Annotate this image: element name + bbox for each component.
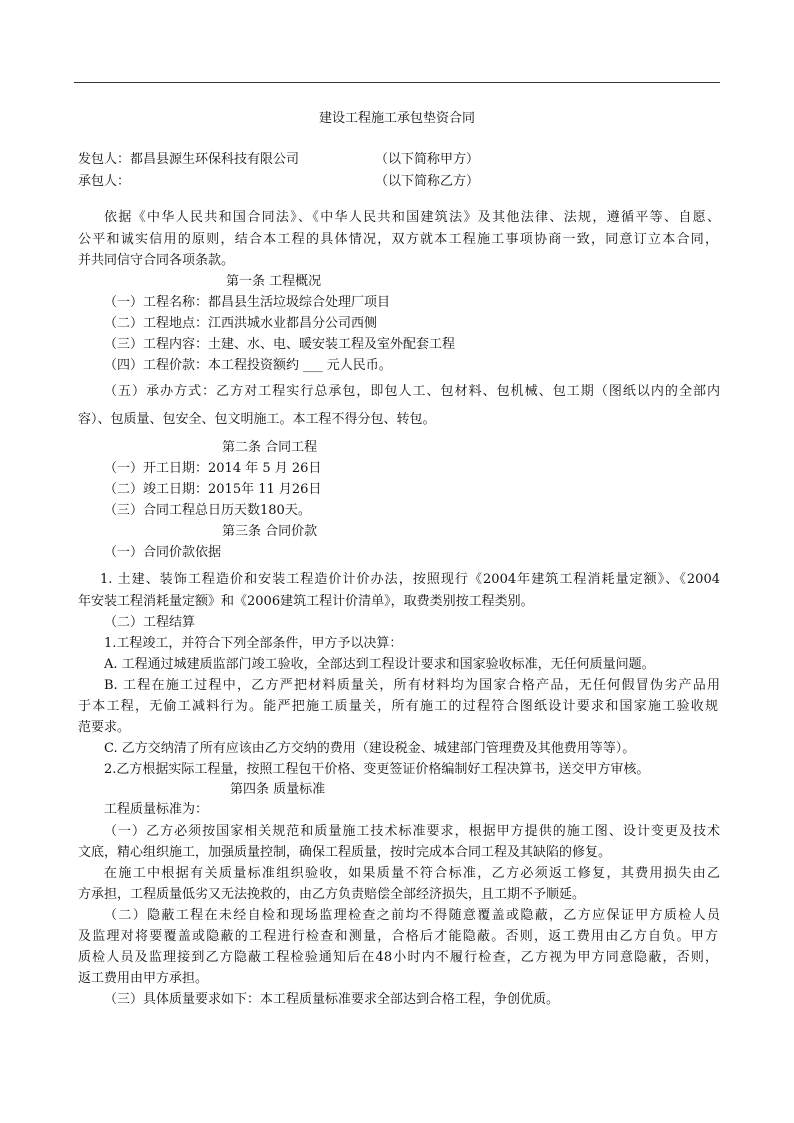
article-3-sub2: （二）工程结算 [104,615,196,630]
article-4-para: 文底，精心组织施工，加强质量控制，确保工程质量，按时完成本合同工程及其缺陷的修复。 [78,845,612,860]
article-3-heading: 第三条 合同价款 [222,524,318,539]
article-4-para: 方承担，工程质量低劣又无法挽救的，由乙方负责赔偿全部经济损失，且工期不予顺延。 [78,887,586,902]
article-1-item: （一）工程名称：都昌县生活垃圾综合处理厂项目 [104,295,391,310]
article-3-basis: 1. 土建、装饰工程造价和安装工程造价计价办法，按照现行《2004年建筑工程消耗量定额》、《2004 [100,572,720,587]
article-2-item: （三）合同工程总日历天数180天。 [104,503,311,518]
article-3-settle-2: 2.乙方根据实际工程量，按照工程包干价格、变更签证价格编制好工程决算书，送交甲方审核。 [104,762,650,777]
article-3-cond-b: 于本工程，无偷工减料行为。能严把施工质量关，所有施工的过程符合图纸设计要求和国家施工验收规 [78,699,718,714]
article-3-cond-b: 范要求。 [78,720,131,735]
header-rule [74,82,720,83]
contractor-name: 承包人： [78,174,131,189]
article-4-para: 及监理对将要覆盖或隐蔽的工程进行检查和测量，合格后才能隐蔽。否则，返工费用由乙方自负。甲方 [78,929,718,944]
article-3-sub1: （一）合同价款依据 [104,545,222,560]
article-2-item: （一）开工日期：2014 年 5 月 26日 [104,461,322,476]
article-1-item: （四）工程价款：本工程投资额约 ___ 元人民币。 [104,358,392,373]
article-4-para: 返工费用由甲方承担。 [78,971,209,986]
article-4-intro: 工程质量标准为： [104,802,209,817]
article-1-heading: 第一条 工程概况 [226,274,322,289]
article-3-settle-1: 1.工程竣工，并符合下列全部条件，甲方予以决算： [104,636,403,651]
article-4-para: （三）具体质量要求如下：本工程质量标准要求全部达到合格工程，争创优质。 [104,992,560,1007]
article-3-cond-a: A. 工程通过城建质监部门竣工验收，全部达到工程设计要求和国家验收标准，无任何质量问题。 [104,657,655,672]
article-3-cond-b: B. 工程在施工过程中，乙方严把材料质量关，所有材料均为国家合格产品，无任何假冒伪劣产品用 [104,678,720,693]
article-1-item: （二）工程地点：江西洪城水业都昌分公司西侧 [104,316,378,331]
article-1-item-5: 容）、包质量、包安全、包文明施工。本工程不得分包、转包。 [78,412,436,427]
article-3-basis: 年安装工程消耗量定额》和《2006建筑工程计价清单》，取费类别按工程类别。 [78,594,534,609]
article-1-item: （三）工程内容：土建、水、电、暖安装工程及室外配套工程 [104,337,456,352]
article-2-heading: 第二条 合同工程 [222,440,318,455]
employer-note: （以下简称甲方） [375,152,480,167]
preamble-line: 公平和诚实信用的原则，结合本工程的具体情况，双方就本工程施工事项协商一致，同意订立本合同， [78,232,718,247]
article-4-para: 在施工中根据有关质量标准组织验收，如果质量不符合标准，乙方必须返工修复，其费用损失由乙 [104,866,720,881]
article-1-item-5: （五）承办方式：乙方对工程实行总承包，即包人工、包材料、包机械、包工期（图纸以内的全部内 [104,384,720,399]
article-4-para: （一）乙方必须按国家相关规范和质量施工技术标准要求，根据甲方提供的施工图、设计变更及技术 [104,824,720,839]
preamble-line: 依据《中华人民共和国合同法》、《中华人民共和国建筑法》及其他法律、法规，遵循平等、自愿、 [104,210,720,225]
document-title: 建设工程施工承包垫资合同 [318,111,475,126]
article-4-heading: 第四条 质量标准 [230,782,326,797]
article-4-para: （二）隐蔽工程在未经自检和现场监理检查之前均不得随意覆盖或隐蔽，乙方应保证甲方质检人员 [104,908,720,923]
contractor-note: （以下简称乙方） [375,174,480,189]
article-4-para: 质检人员及监理接到乙方隐蔽工程检验通知后在48小时内不履行检查，乙方视为甲方同意隐蔽，否则， [78,950,718,965]
preamble-line: 并共同信守合同各项条款。 [78,253,235,268]
article-3-cond-c: C. 乙方交纳清了所有应该由乙方交纳的费用（建设税金、城建部门管理费及其他费用等等）。 [104,741,636,756]
employer-name: 发包人：都昌县源生环保科技有限公司 [78,152,300,167]
article-2-item: （二）竣工日期：2015年 11 月26日 [104,482,322,497]
